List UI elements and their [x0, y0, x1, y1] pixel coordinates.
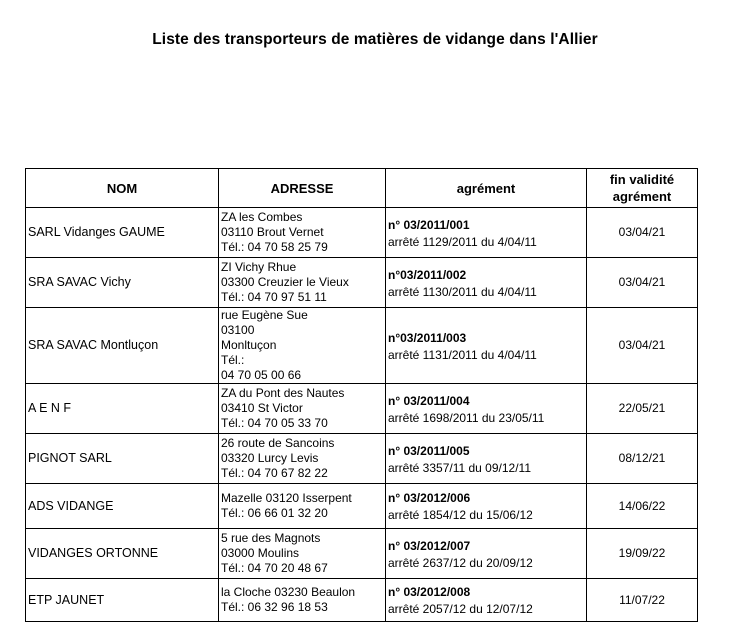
cell-nom: SRA SAVAC Montluçon	[26, 308, 219, 384]
agrement-arrete: arrêté 2637/12 du 20/09/12	[388, 555, 533, 570]
agrement-number: n° 03/2011/005	[388, 443, 470, 458]
cell-nom: PIGNOT SARL	[26, 434, 219, 484]
agrement-number: n° 03/2012/008	[388, 585, 471, 599]
header-fin-validite	[587, 169, 698, 208]
agrement-arrete: arrêté 3357/11 du 09/12/11	[388, 460, 532, 475]
cell-adresse	[219, 579, 386, 622]
header-adresse: ADRESSE	[219, 169, 386, 208]
agrement-arrete: arrêté 1131/2011 du 4/04/11	[388, 347, 537, 362]
cell-fin-validite: 14/06/22	[587, 484, 698, 529]
cell-adresse	[219, 208, 386, 258]
table-row	[26, 384, 698, 434]
cell-agrement	[386, 529, 587, 579]
agrement-number: n°03/2011/003	[388, 330, 467, 345]
page-title: Liste des transporteurs de matières de vidange dans l'Allier	[152, 31, 598, 48]
header-agrement: agrément	[386, 169, 587, 208]
cell-nom: SARL Vidanges GAUME	[26, 208, 219, 258]
cell-nom: VIDANGES ORTONNE	[26, 529, 219, 579]
address-line: Tél.: 04 70 97 51 11	[221, 290, 327, 304]
cell-nom: A E N F	[26, 384, 219, 434]
cell-agrement	[386, 484, 587, 529]
address-line: 03410 St Victor	[221, 401, 303, 415]
cell-fin-validite: 03/04/21	[587, 208, 698, 258]
agrement-arrete: arrêté 1130/2011 du 4/04/11	[388, 284, 537, 299]
address-line: la Cloche 03230 Beaulon	[221, 585, 356, 599]
address-line: ZA les Combes	[221, 210, 303, 224]
address-line: Tél.: 04 70 05 33 70	[221, 416, 328, 430]
address-line: ZA du Pont des Nautes	[221, 386, 345, 400]
cell-fin-validite: 19/09/22	[587, 529, 698, 579]
cell-nom: SRA SAVAC Vichy	[26, 258, 219, 308]
cell-fin-validite: 11/07/22	[587, 579, 698, 622]
header-fin-line1: fin validité	[609, 172, 675, 187]
cell-fin-validite: 08/12/21	[587, 434, 698, 484]
cell-agrement	[386, 579, 587, 622]
header-fin-line2: agrément	[612, 189, 672, 204]
address-line: 04 70 05 00 66	[221, 368, 302, 382]
table-row	[26, 208, 698, 258]
agrement-number: n°03/2011/002	[388, 267, 467, 282]
address-part: Monltuçon	[221, 338, 277, 352]
cell-fin-validite: 22/05/21	[587, 384, 698, 434]
table-row	[26, 579, 698, 622]
table-header-row	[26, 169, 698, 208]
address-line: Tél.: 04 70 67 82 22	[221, 466, 328, 480]
agrement-number: n° 03/2011/001	[388, 217, 470, 232]
address-line: 26 route de Sancoins	[221, 436, 335, 450]
agrement-number: n° 03/2012/006	[388, 491, 471, 505]
address-line	[221, 338, 383, 368]
address-line: Tél.: 06 66 01 32 20	[221, 506, 328, 520]
address-line: 5 rue des Magnots	[221, 531, 321, 545]
table-row	[26, 484, 698, 529]
address-line: 03320 Lurcy Levis	[221, 451, 319, 465]
address-line: Tél.: 04 70 20 48 67	[221, 561, 328, 575]
address-part: Tél.:	[221, 353, 245, 367]
cell-agrement	[386, 308, 587, 384]
agrement-arrete: arrêté 1698/2011 du 23/05/11	[388, 410, 545, 425]
address-line: 03300 Creuzier le Vieux	[221, 275, 349, 289]
address-line: ZI Vichy Rhue	[221, 260, 297, 274]
agrement-arrete: arrêté 1854/12 du 15/06/12	[388, 508, 533, 522]
cell-adresse	[219, 308, 386, 384]
cell-adresse	[219, 529, 386, 579]
cell-adresse	[219, 258, 386, 308]
cell-fin-validite: 03/04/21	[587, 308, 698, 384]
table-row	[26, 308, 698, 384]
cell-agrement	[386, 258, 587, 308]
agrement-number: n° 03/2012/007	[388, 538, 471, 553]
header-nom: NOM	[26, 169, 219, 208]
transporters-table	[25, 168, 698, 622]
cell-agrement	[386, 434, 587, 484]
cell-adresse	[219, 434, 386, 484]
address-line: 03000 Moulins	[221, 546, 300, 560]
address-line: Tél.: 06 32 96 18 53	[221, 600, 328, 614]
table-row	[26, 258, 698, 308]
address-line	[221, 308, 383, 338]
agrement-arrete: arrêté 2057/12 du 12/07/12	[388, 602, 533, 616]
address-line: 03110 Brout Vernet	[221, 225, 324, 239]
cell-fin-validite: 03/04/21	[587, 258, 698, 308]
cell-agrement	[386, 208, 587, 258]
agrement-arrete: arrêté 1129/2011 du 4/04/11	[388, 234, 537, 249]
table-row	[26, 529, 698, 579]
cell-adresse	[219, 384, 386, 434]
address-part: 03100	[221, 323, 255, 337]
table-row	[26, 434, 698, 484]
cell-agrement	[386, 384, 587, 434]
cell-adresse	[219, 484, 386, 529]
cell-nom: ETP JAUNET	[26, 579, 219, 622]
address-line: Tél.: 04 70 58 25 79	[221, 240, 328, 254]
agrement-number: n° 03/2011/004	[388, 393, 470, 408]
address-part: rue Eugène Sue	[221, 308, 308, 322]
address-line: Mazelle 03120 Isserpent	[221, 491, 352, 505]
cell-nom: ADS VIDANGE	[26, 484, 219, 529]
